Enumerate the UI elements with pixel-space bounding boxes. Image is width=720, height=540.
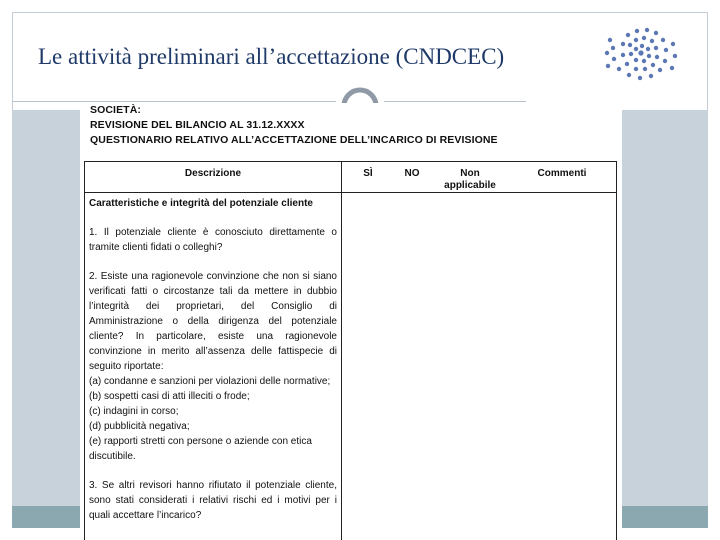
question-2-item-b: (b) sospetti casi di atti illeciti o frode; [89,391,250,402]
right-side-band [622,110,708,528]
col-header-commenti: Commenti [537,168,587,179]
question-2: 2. Esiste una ragionevole convinzione che non si siano verificati fatti o circostanze tali da mettere in dubbio l’integrità dei proprietari, del Consiglio di Amministrazione o della dirigenza del potenziale cliente? In particolare, esiste una ragionevole convinzione in merito all’assenza delle fattispecie di seguito riportate: [89,271,337,372]
question-2-item-d: (d) pubblicità negativa; [89,421,190,432]
col-header-non-applicabile: Non applicabile [444,168,496,191]
header-row-divider [85,192,616,193]
audit-line: REVISIONE DEL BILANCIO AL 31.12.XXXX [90,119,305,131]
question-2-item-c: (c) indagini in corso; [89,406,179,417]
question-1: 1. Il potenziale cliente è conosciuto direttamente o tramite clienti fidati o colleghi? [89,227,337,253]
company-line: SOCIETÀ: [90,104,141,116]
header-rule-left [12,101,336,102]
col-header-no: NO [404,168,420,179]
questionnaire-table [84,161,617,540]
scanned-questionnaire [80,103,622,540]
slide-title: Le attività preliminari all’accettazione (CNDCEC) [38,44,505,69]
question-2-item-e: (e) rapporti stretti con persone o aziende con etica discutibile. [89,436,312,462]
document-header [90,103,498,148]
col-header-descrizione: Descrizione [184,168,242,179]
section-title: Caratteristiche e integrità del potenziale cliente [89,198,313,209]
question-3: 3. Se altri revisori hanno rifiutato il potenziale cliente, sono stati considerati i relativi rischi ed i motivi per i quali accettare l’incarico? [89,480,337,521]
left-footer-band [12,506,80,528]
header-rule-right [384,101,526,102]
question-2-item-a: (a) condanne e sanzioni per violazioni delle normative; [89,376,331,387]
left-side-band [12,110,80,528]
col-header-si: SÌ [363,168,373,179]
spiral-dots-logo [598,24,684,82]
col-divider-descrizione [341,162,342,540]
description-cell [89,196,337,523]
right-footer-band [622,506,708,528]
questionnaire-title: QUESTIONARIO RELATIVO ALL’ACCETTAZIONE DELL’INCARICO DI REVISIONE [90,134,498,146]
